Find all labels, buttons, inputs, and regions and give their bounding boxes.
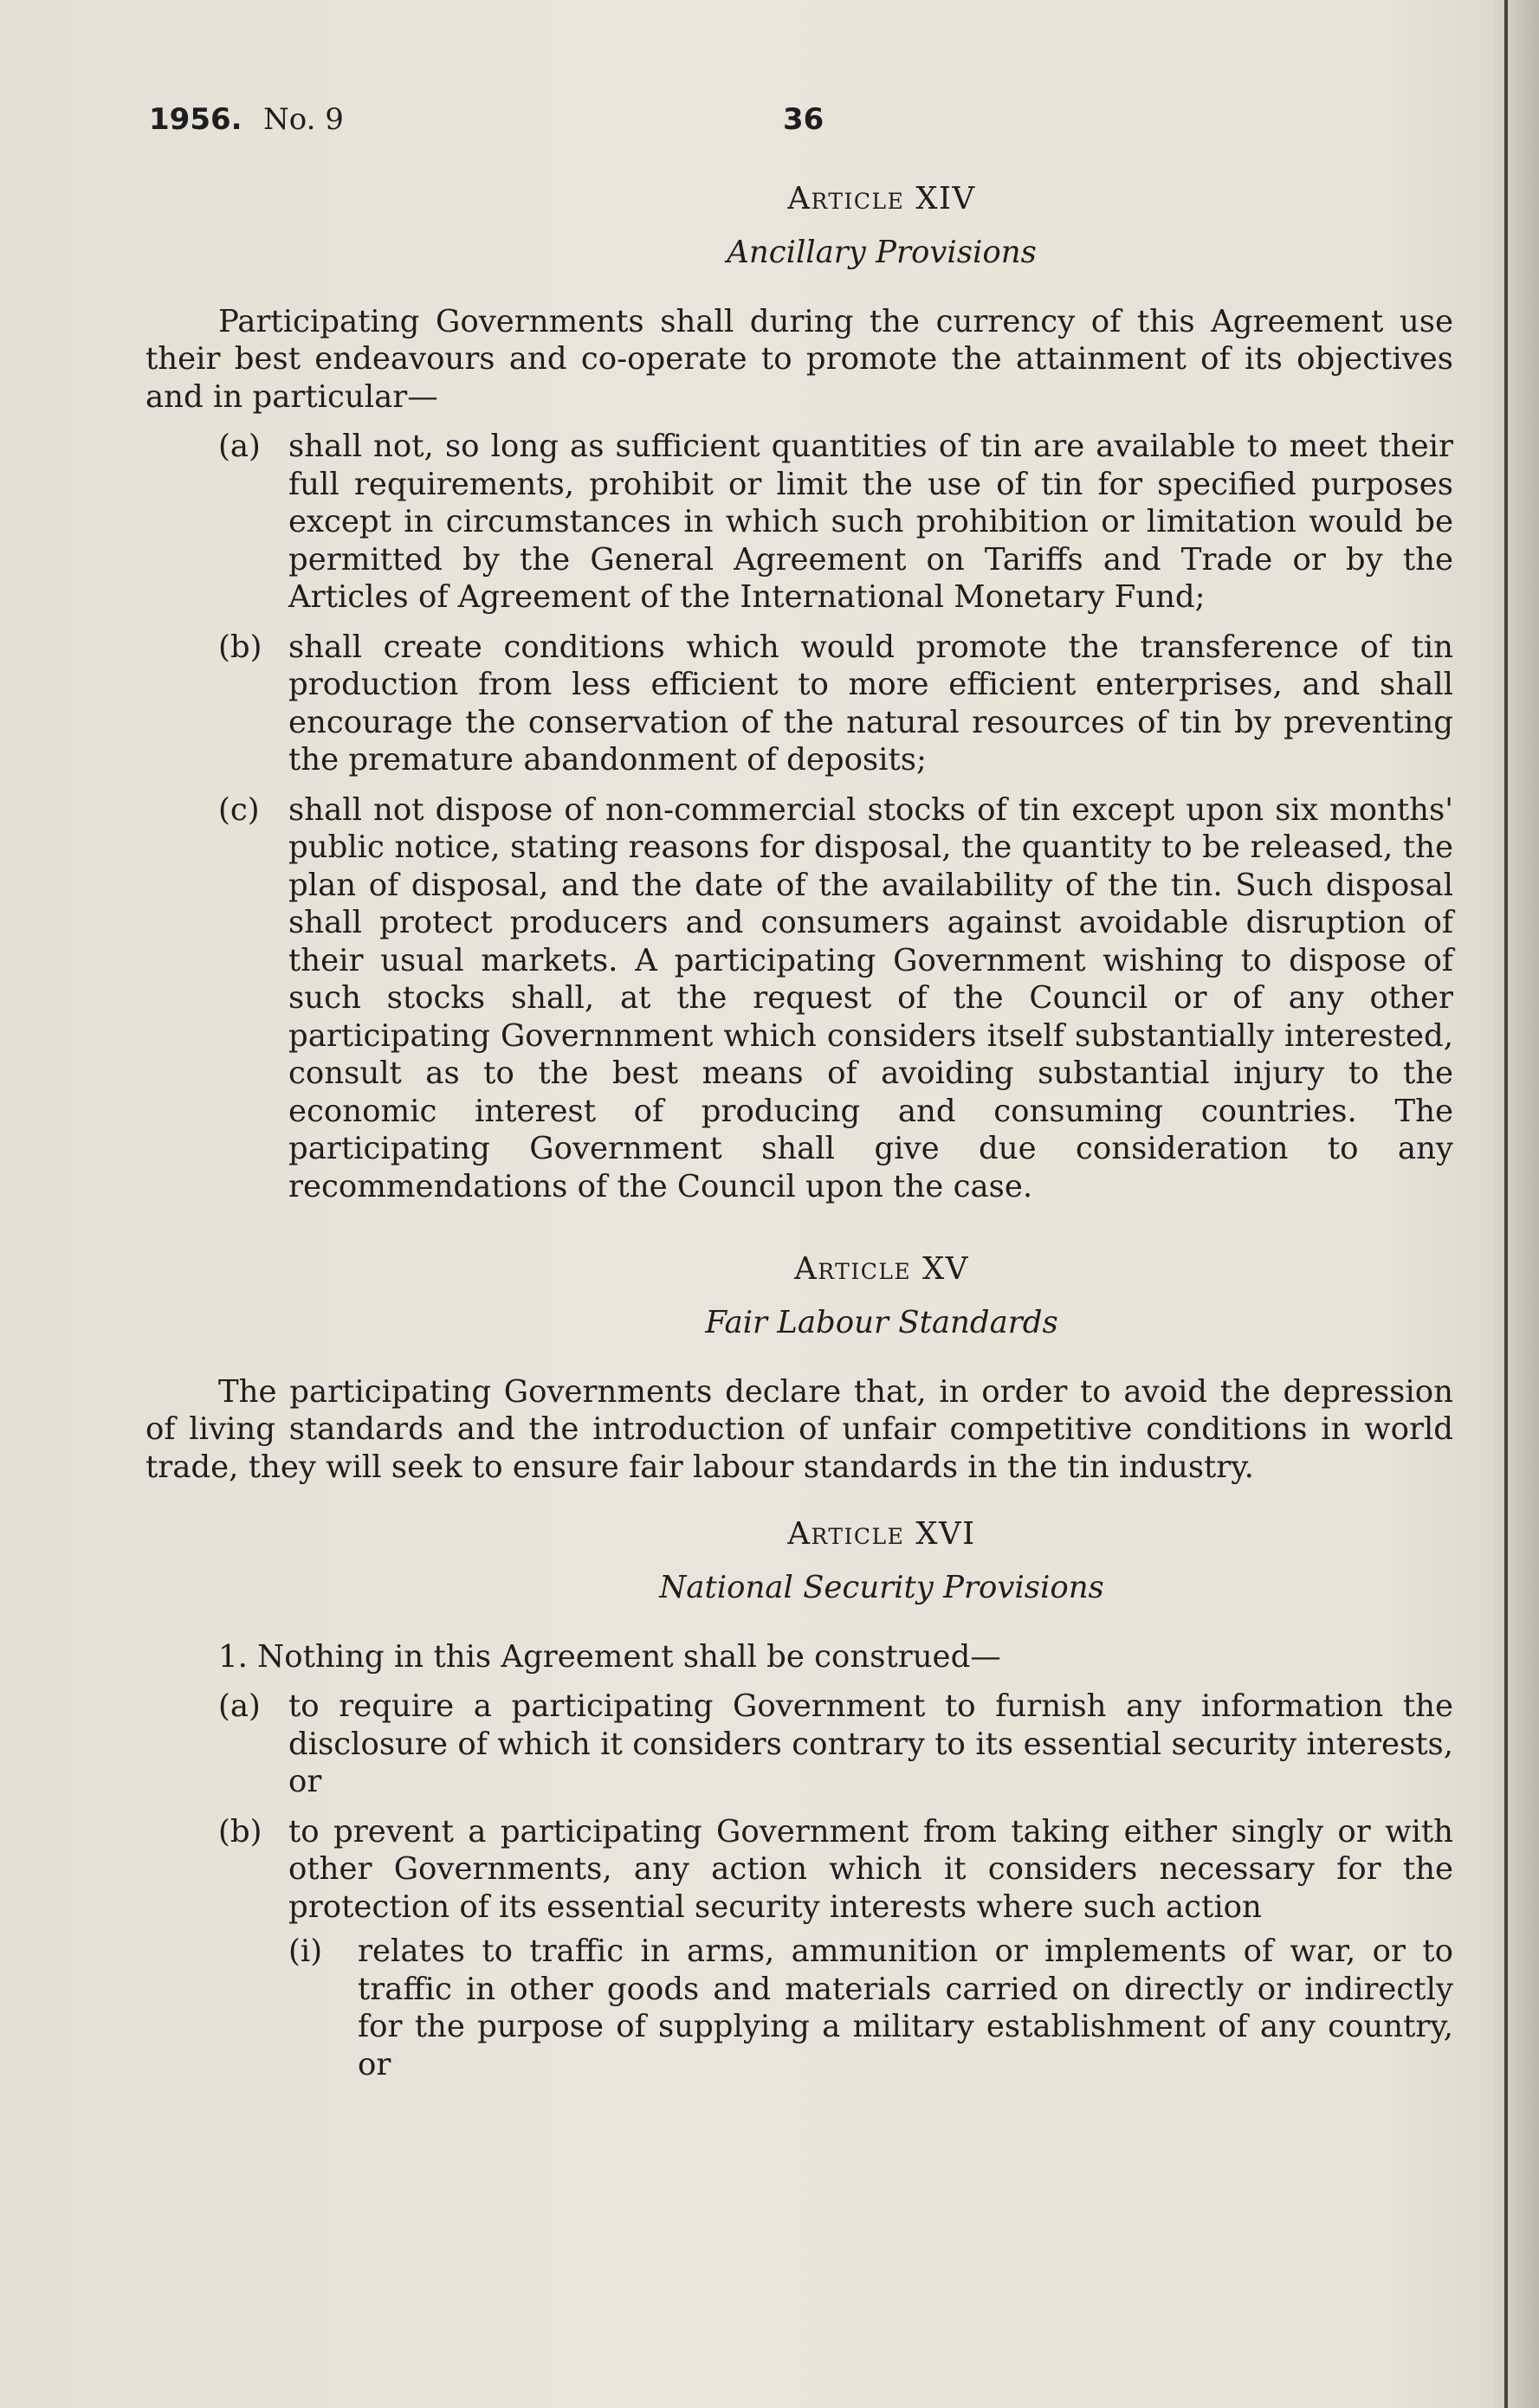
- article-15-subtitle: Fair Labour Standards: [705, 1305, 1058, 1340]
- item-label: (a): [218, 429, 261, 464]
- item-label: (b): [218, 629, 262, 665]
- article-16-subitem-i: [145, 1933, 1453, 2083]
- article-14-intro: Participating Governments shall during the currency of this Agreement use their best endeavours and co-operate to promote the attainment of its objectives and in particular—: [145, 303, 1453, 415]
- item-text: to require a participating Government to furnish any information the disclosure of which it considers contrary to its essential security interests, or: [288, 1688, 1453, 1799]
- article-14-subtitle: Ancillary Provisions: [727, 235, 1037, 270]
- article-16-clause-1: 1. Nothing in this Agreement shall be construed—: [218, 1638, 1001, 1675]
- article-14-title: Article XIV: [787, 181, 976, 216]
- item-label: (a): [218, 1688, 261, 1724]
- item-text: shall not dispose of non-commercial stocks of tin except upon six months' public notice, stating reasons for disposal, the quantity to be released, the plan of disposal, and the date of the availability of the tin. Such disposal shall protect producers and consumers against avoidable disruption of their usual markets. A participating Government wishing to dispose of such stocks shall, at the request of the Council or of any other participating Governnment which considers itself substantially interested, consult as to the best means of avoiding substantial injury to the economic interest of producing and consuming countries. The participating Government shall give due consideration to any recommendations of the Council upon the case.: [288, 791, 1453, 1204]
- subitem-label: (i): [288, 1934, 323, 1969]
- article-14-item-a: [145, 428, 1453, 617]
- item-text: shall not, so long as sufficient quantities of tin are available to meet their full requirements, prohibit or limit the use of tin for specified purposes except in circumstances in which such prohibition or limitation would be permitted by the General Agreement on Tariffs and Trade or by the Articles of Agreement of the International Monetary Fund;: [288, 429, 1453, 615]
- article-14-item-b: [145, 629, 1453, 779]
- page-number: 36: [783, 102, 824, 137]
- article-16-item-a: [145, 1688, 1453, 1801]
- subitem-text: relates to traffic in arms, ammunition or implements of war, or to traffic in other goods and materials carried on directly or indirectly for the purpose of supplying a military establishment of any country, or: [358, 1934, 1453, 2082]
- article-14-item-c: [145, 791, 1453, 1206]
- header-year: 1956.: [149, 102, 242, 137]
- document-body: [145, 173, 1453, 2083]
- item-label: (c): [218, 791, 260, 828]
- header-number: No. 9: [263, 102, 344, 137]
- article-16-item-b: [145, 1813, 1453, 1927]
- article-16-subtitle: National Security Provisions: [659, 1570, 1104, 1605]
- item-text: to prevent a participating Government from taking either singly or with other Governments, any action which it considers necessary for the protection of its essential security interests where such action: [288, 1813, 1453, 1925]
- article-15-title: Article XV: [794, 1251, 969, 1287]
- article-15-text: The participating Governments declare that, in order to avoid the depression of living standards and the introduction of unfair competitive conditions in world trade, they will seek to ensure fair labour standards in the tin industry.: [145, 1373, 1453, 1485]
- binding-edge-line: [1504, 0, 1508, 2408]
- article-16-title: Article XVI: [787, 1516, 976, 1552]
- item-text: shall create conditions which would promote the transference of tin production from less efficient to more efficient enterprises, and shall encourage the conservation of the natural resources of tin by preventing the premature abandonment of deposits;: [288, 629, 1453, 778]
- item-label: (b): [218, 1813, 262, 1850]
- page-edge-shadow: [1494, 0, 1539, 2408]
